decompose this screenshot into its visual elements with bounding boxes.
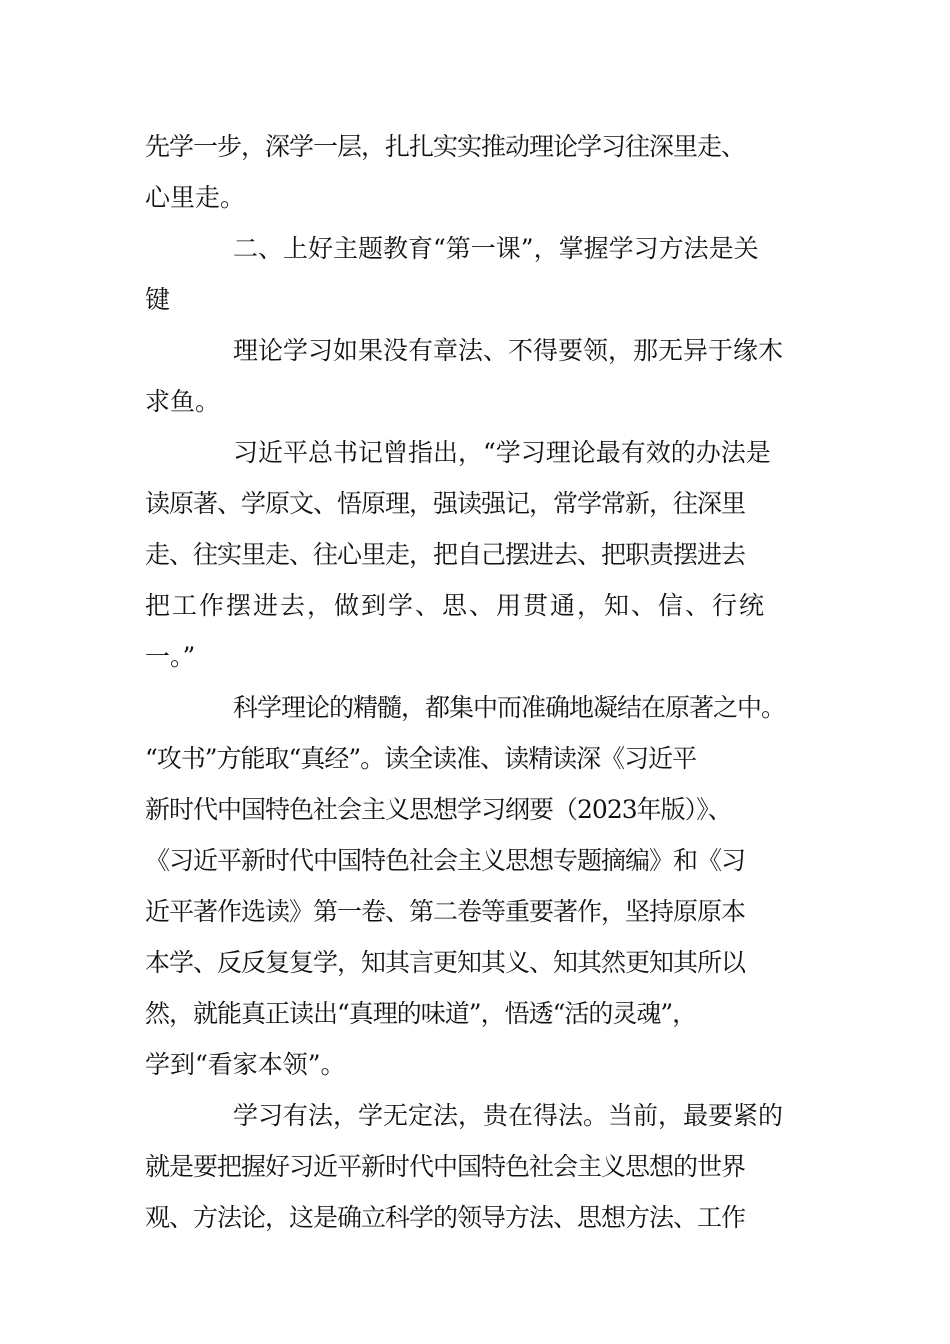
text-line: “攻书”方能取“真经”。读全读准、读精读深《习近平 bbox=[145, 744, 697, 773]
section-heading-2 bbox=[145, 223, 815, 325]
text-line: 键 bbox=[145, 285, 171, 314]
text-line: 理论学习如果没有章法、不得要领，那无异于缘木 bbox=[233, 336, 784, 365]
text-line: 二、上好主题教育“第一课”，掌握学习方法是关 bbox=[233, 234, 759, 263]
paragraph-method bbox=[145, 1090, 815, 1243]
text-line: 学到“看家本领”。 bbox=[145, 1050, 346, 1079]
text-line: 本学、反反复复学，知其言更知其义、知其然更知其所以 bbox=[145, 948, 746, 977]
text-line: 读原著、学原文、悟原理，强读强记，常学常新，往深里 bbox=[145, 489, 746, 518]
paragraph-quote bbox=[145, 427, 815, 682]
body-text bbox=[145, 121, 815, 1243]
text-line: 然，就能真正读出“真理的味道”，悟透“活的灵魂”， bbox=[145, 999, 697, 1028]
text-line: 就是要把握好习近平新时代中国特色社会主义思想的世界 bbox=[145, 1152, 746, 1181]
text-line: 习近平总书记曾指出，“学习理论最有效的办法是 bbox=[233, 438, 771, 467]
text-line: 先学一步，深学一层，扎扎实实推动理论学习往深里走、 bbox=[145, 132, 746, 161]
text-line: 走、往实里走、往心里走，把自己摆进去、把职责摆进去 bbox=[145, 540, 746, 569]
text-line: 新时代中国特色社会主义思想学习纲要（2023年版）》、 bbox=[145, 795, 732, 824]
paragraph-original-works bbox=[145, 682, 815, 1090]
text-line: 《习近平新时代中国特色社会主义思想专题摘编》和《习 bbox=[145, 846, 746, 875]
paragraph-3 bbox=[145, 325, 815, 427]
text-line: 一。” bbox=[145, 642, 196, 671]
text-line: 科学理论的精髓，都集中而准确地凝结在原著之中。 bbox=[233, 693, 786, 722]
text-line: 学习有法，学无定法，贵在得法。当前，最要紧的 bbox=[233, 1101, 784, 1130]
text-line: 近平著作选读》第一卷、第二卷等重要著作，坚持原原本 bbox=[145, 897, 746, 926]
paragraph-1 bbox=[145, 121, 815, 223]
text-line: 把工作摆进去，做到学、思、用贯通，知、信、行统 bbox=[145, 591, 767, 620]
text-line: 求鱼。 bbox=[145, 387, 221, 416]
text-line: 观、方法论，这是确立科学的领导方法、思想方法、工作 bbox=[145, 1203, 746, 1232]
text-line: 心里走。 bbox=[145, 183, 246, 212]
